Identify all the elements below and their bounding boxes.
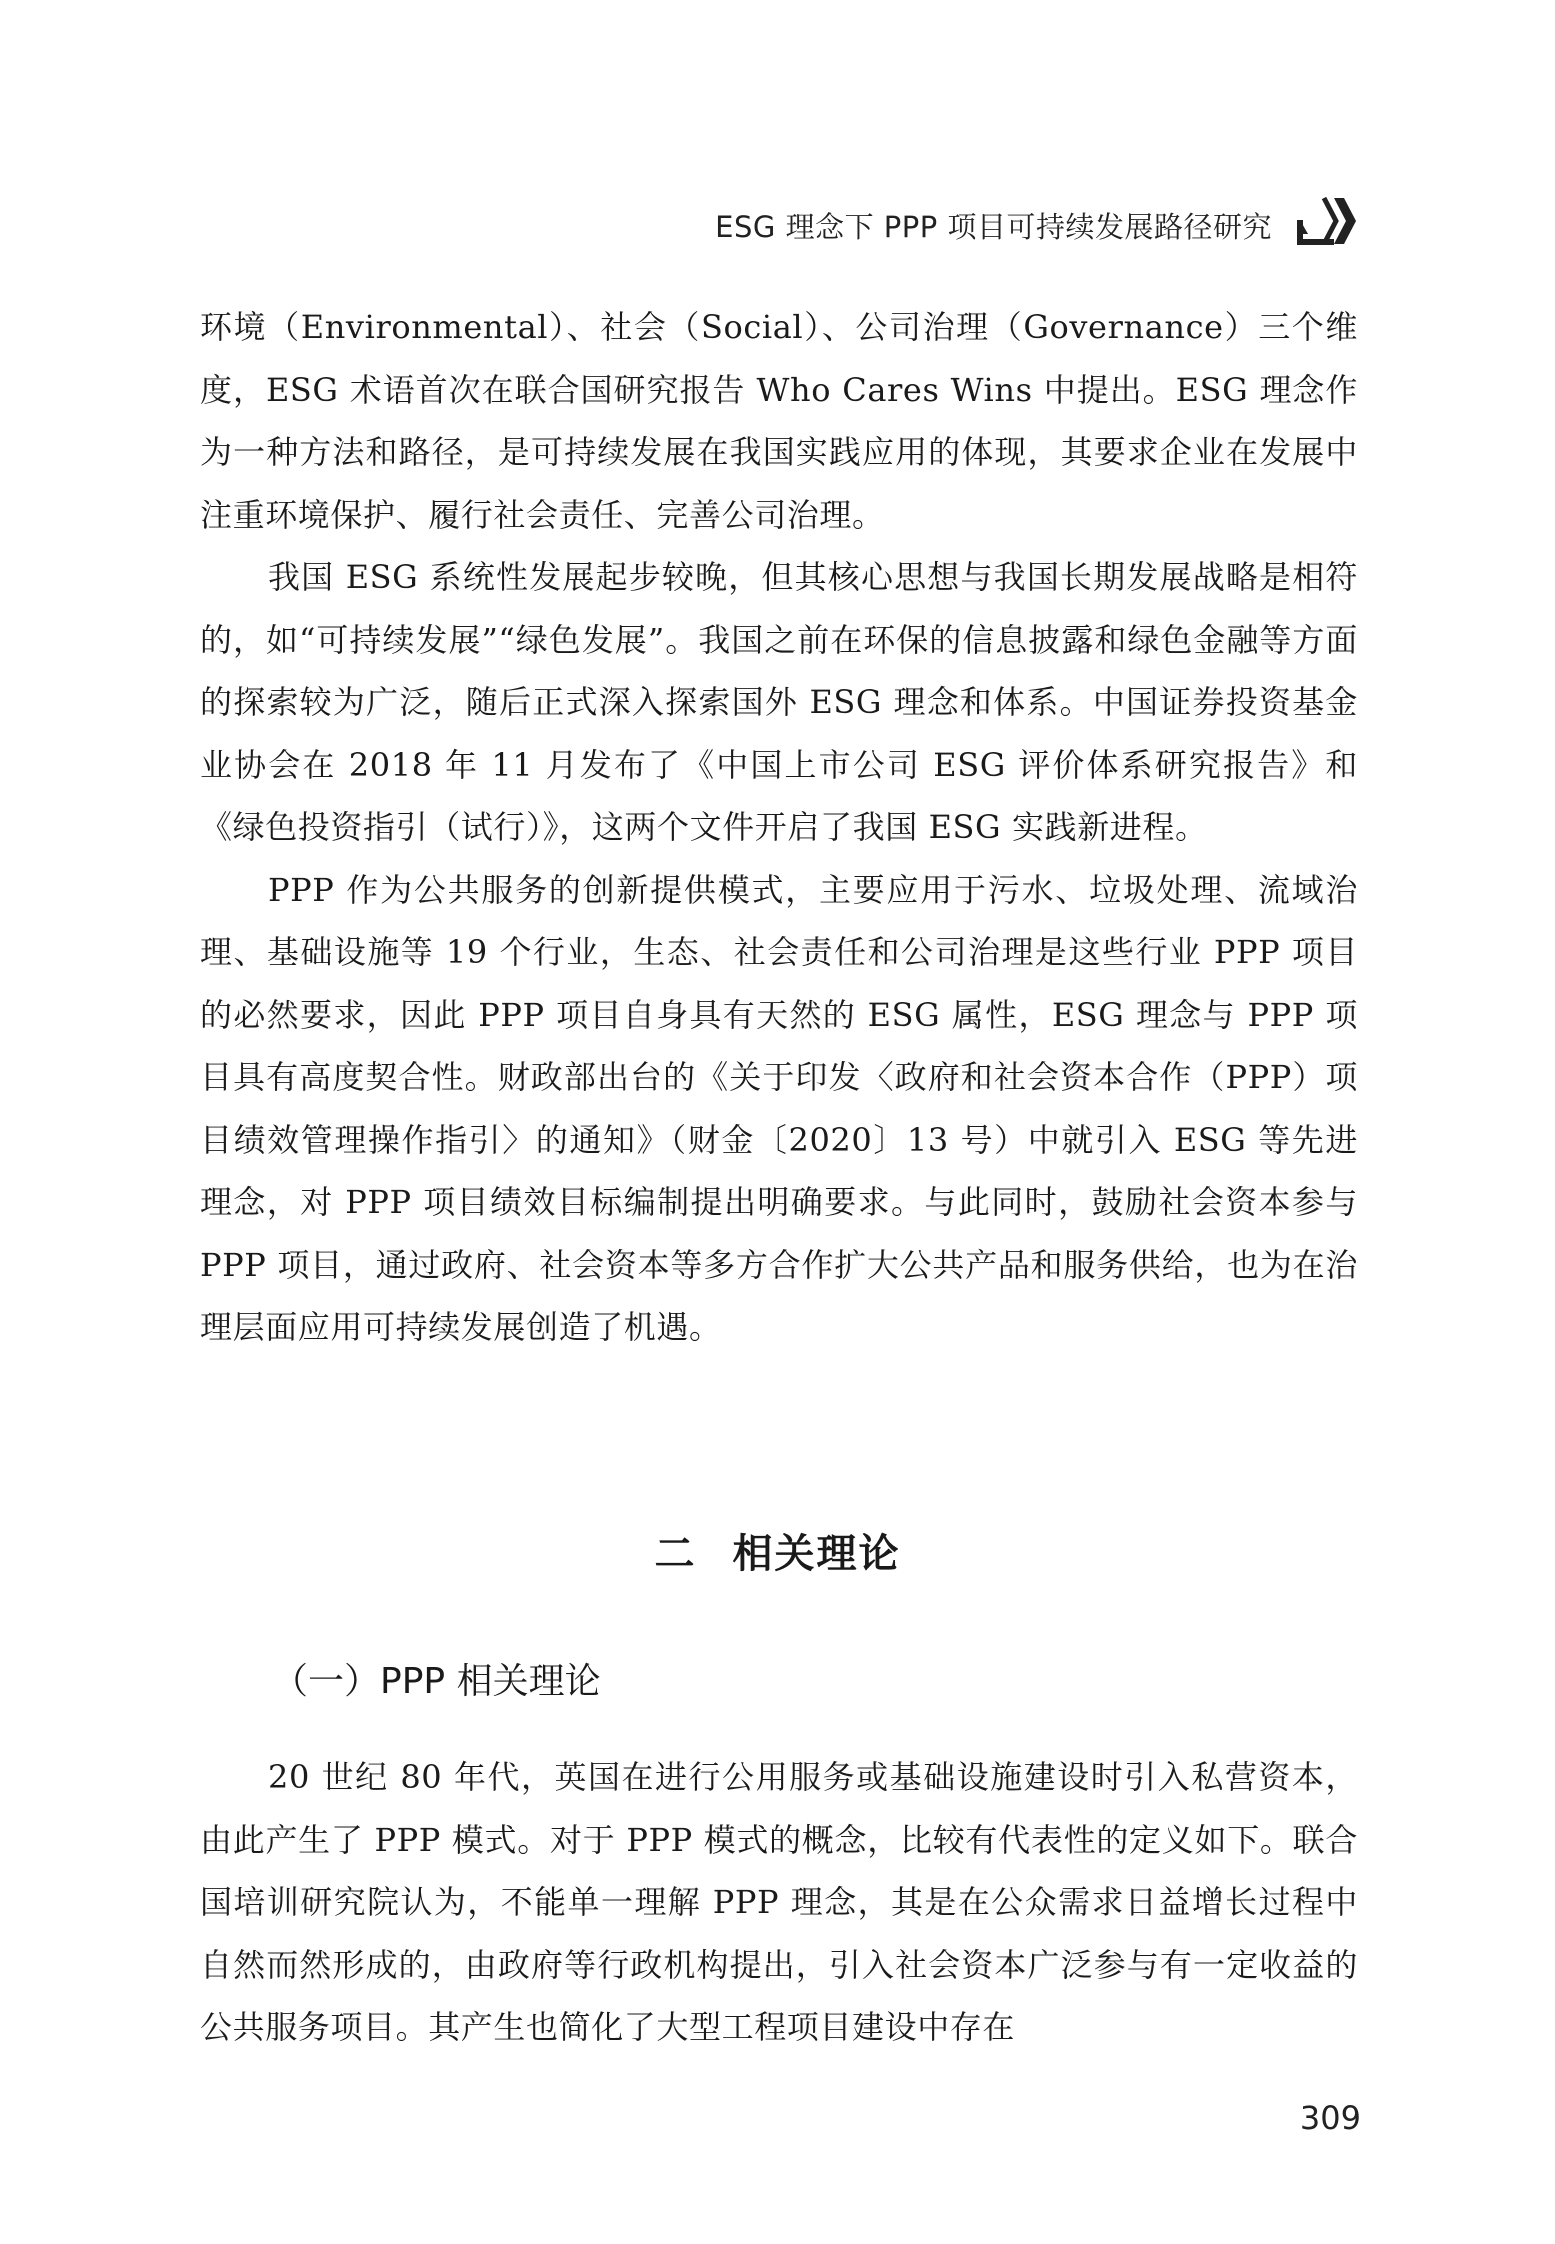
section-title: 相关理论: [732, 1531, 901, 1577]
chapter-arrow-logo-icon: [1294, 190, 1360, 252]
section-number: 二: [654, 1531, 697, 1577]
section-heading: [0, 1524, 1555, 1584]
paragraph: 环境（Environmental）、社会（Social）、公司治理（Governance）三个维度，ESG 术语首次在联合国研究报告 Who Cares Wins 中提出。ESG 理念作为一种方法和路径，是可持续发展在我国实践应用的体现，其要求企业在发展中注重环境保护、履行社会责任、完善公司治理。: [200, 308, 1358, 534]
page-number: 309: [1299, 2099, 1361, 2137]
body-text-block-2: [200, 1746, 1358, 2059]
running-header-title: ESG 理念下 PPP 项目可持续发展路径研究: [715, 210, 1272, 244]
paragraph: PPP 作为公共服务的创新提供模式，主要应用于污水、垃圾处理、流域治理、基础设施等 19 个行业，生态、社会责任和公司治理是这些行业 PPP 项目的必然要求，因此 PPP 项目自身具有天然的 ESG 属性，ESG 理念与 PPP 项目具有高度契合性。财政部出台的《关于印发〈政府和社会资本合作（PPP）项目绩效管理操作指引〉的通知》（财金〔2020〕13 号）中就引入 ESG 等先进理念，对 PPP 项目绩效目标编制提出明确要求。与此同时，鼓励社会资本参与 PPP 项目，通过政府、社会资本等多方合作扩大公共产品和服务供给，也为在治理层面应用可持续发展创造了机遇。: [200, 870, 1358, 1346]
subsection-heading: （一）PPP 相关理论: [272, 1661, 601, 1702]
paragraph: 20 世纪 80 年代，英国在进行公用服务或基础设施建设时引入私营资本，由此产生了 PPP 模式。对于 PPP 模式的概念，比较有代表性的定义如下。联合国培训研究院认为，不能单一理解 PPP 理念，其是在公众需求日益增长过程中自然而然形成的，由政府等行政机构提出，引入社会资本广泛参与有一定收益的公共服务项目。其产生也简化了大型工程项目建设中存在: [200, 1758, 1358, 2046]
body-text-block: [200, 296, 1358, 1359]
paragraph: 我国 ESG 系统性发展起步较晚，但其核心思想与我国长期发展战略是相符的，如“可持续发展”“绿色发展”。我国之前在环保的信息披露和绿色金融等方面的探索较为广泛，随后正式深入探索国外 ESG 理念和体系。中国证券投资基金业协会在 2018 年 11 月发布了《中国上市公司 ESG 评价体系研究报告》和《绿色投资指引（试行）》，这两个文件开启了我国 ESG 实践新进程。: [200, 558, 1358, 846]
